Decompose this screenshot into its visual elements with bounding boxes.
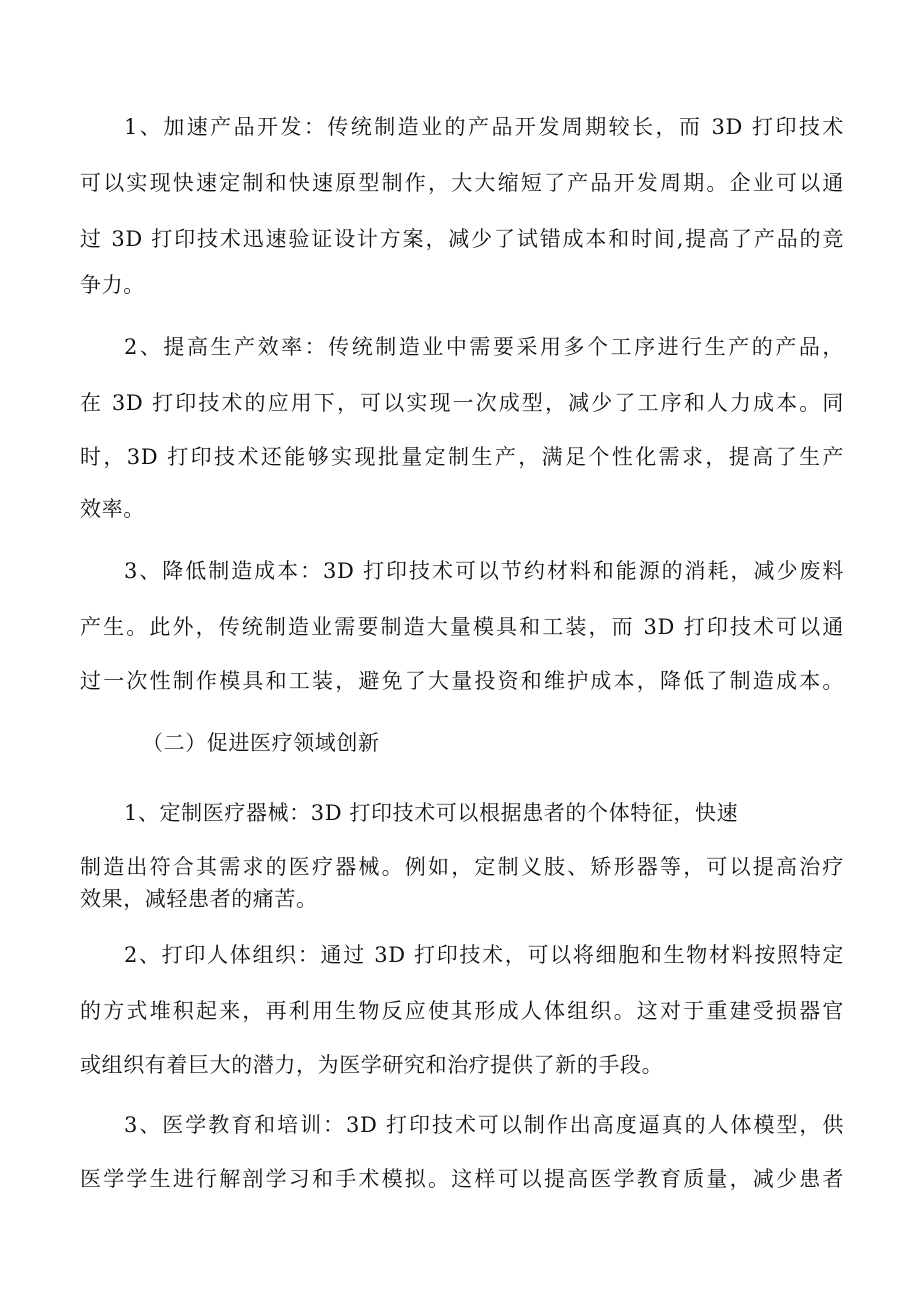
paragraph-line: 在 3D 打印技术的应用下，可以实现一次成型，减少了工序和人力成本。同 <box>80 391 844 415</box>
paragraph-line: 产生。此外，传统制造业需要制造大量模具和工装，而 3D 打印技术可以通 <box>80 615 844 639</box>
paragraph-line: 效果，减轻患者的痛苦。 <box>80 887 318 911</box>
paragraph-line: 2、提高生产效率：传统制造业中需要采用多个工序进行生产的产品， <box>124 335 844 359</box>
paragraph-line: 或组织有着巨大的潜力，为医学研究和治疗提供了新的手段。 <box>80 1053 664 1077</box>
paragraph-line: 1、定制医疗器械：3D 打印技术可以根据患者的个体特征，快速 <box>124 801 739 825</box>
paragraph-line: 制造出符合其需求的医疗器械。例如，定制义肢、矫形器等，可以提高治疗 <box>80 855 844 879</box>
paragraph-line: 可以实现快速定制和快速原型制作，大大缩短了产品开发周期。企业可以通 <box>80 171 844 195</box>
paragraph-line: 的方式堆积起来，再利用生物反应使其形成人体组织。这对于重建受损器官 <box>80 999 844 1023</box>
paragraph-line: 过 3D 打印技术迅速验证设计方案，减少了试错成本和时间,提高了产品的竞 <box>80 227 844 251</box>
paragraph-line: 2、打印人体组织：通过 3D 打印技术，可以将细胞和生物材料按照特定 <box>124 943 844 967</box>
paragraph-line: 过一次性制作模具和工装，避免了大量投资和维护成本，降低了制造成本。 <box>80 669 844 693</box>
paragraph-line: 效率。 <box>80 497 145 521</box>
paragraph-line: 争力。 <box>80 273 145 297</box>
paragraph-line: 3、降低制造成本：3D 打印技术可以节约材料和能源的消耗，减少废料 <box>124 559 844 583</box>
paragraph-line: 医学学生进行解剖学习和手术模拟。这样可以提高医学教育质量，减少患者 <box>80 1167 844 1191</box>
paragraph-line: 3、医学教育和培训：3D 打印技术可以制作出高度逼真的人体模型，供 <box>124 1113 844 1137</box>
paragraph-line: 1、加速产品开发：传统制造业的产品开发周期较长，而 3D 打印技术 <box>124 115 844 139</box>
paragraph-line: 时，3D 打印技术还能够实现批量定制生产，满足个性化需求，提高了生产 <box>80 445 844 469</box>
section-heading: （二）促进医疗领域创新 <box>142 731 380 755</box>
